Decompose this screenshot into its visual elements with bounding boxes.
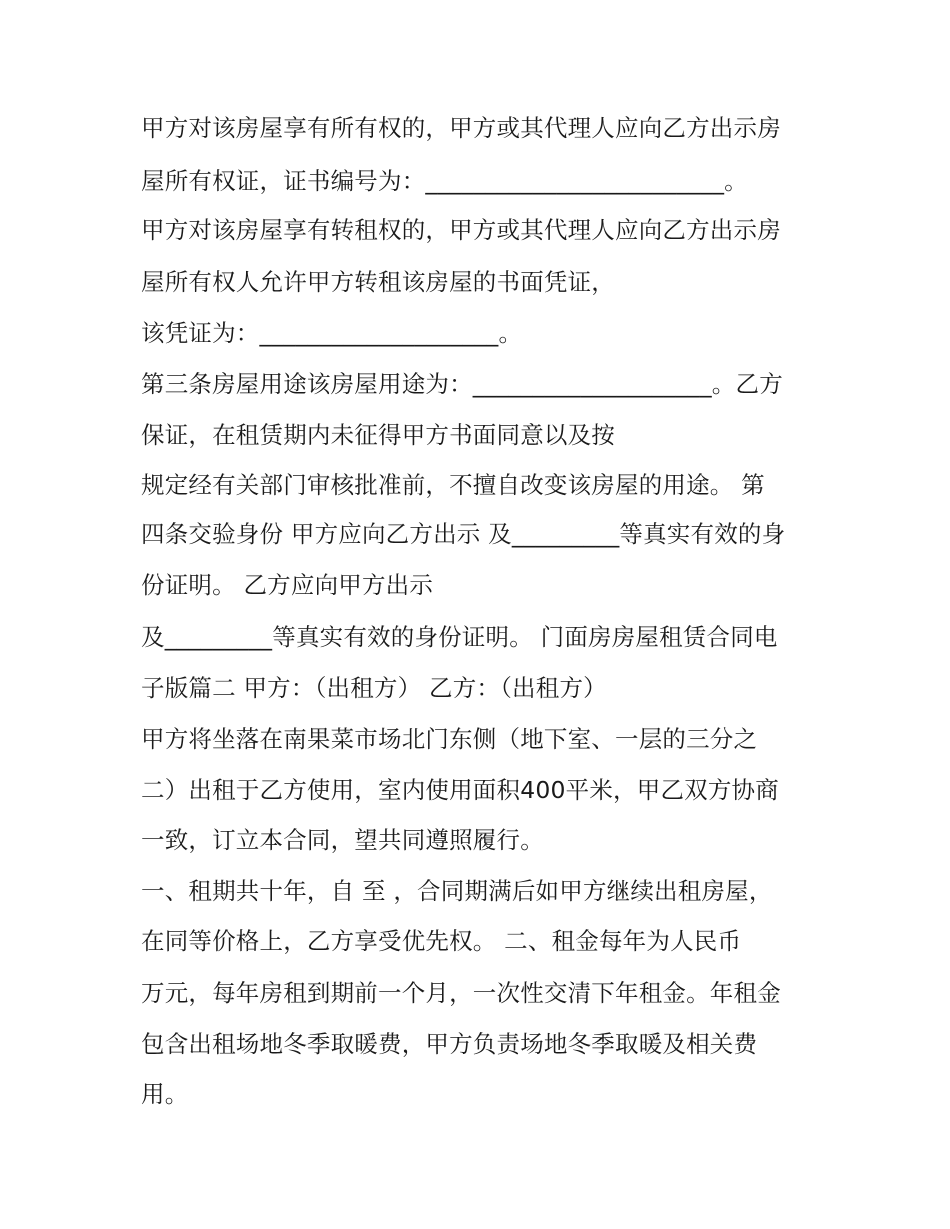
text-line: 规定经有关部门审核批准前，不擅自改变该房屋的用途。 第 xyxy=(141,471,765,499)
text-line: 二）出租于乙方使用，室内使用面积400平米，甲乙双方协商 xyxy=(141,776,779,804)
text-line: 一、租期共十年，自 至 ，合同期满后如甲方继续出租房屋， xyxy=(141,877,773,905)
text-line: 甲方对该房屋享有所有权的，甲方或其代理人应向乙方出示房 xyxy=(141,114,781,142)
text-line: 用。 xyxy=(141,1080,189,1108)
text-line: 保证，在租赁期内未征得甲方书面同意以及按 xyxy=(141,421,615,449)
text-line: 在同等价格上，乙方享受优先权。 二、租金每年为人民币 xyxy=(141,927,742,955)
text-line: 屋所有权人允许甲方转租该房屋的书面凭证， xyxy=(141,268,615,296)
text-line: 子版篇二 甲方：（出租方） 乙方：（出租方） xyxy=(141,674,607,702)
text-line: 第三条房屋用途该房屋用途为：____________________。乙方 xyxy=(141,370,783,398)
text-line: 该凭证为：____________________。 xyxy=(141,319,523,347)
text-line: 包含出租场地冬季取暖费，甲方负责场地冬季取暖及相关费 xyxy=(141,1030,758,1058)
text-line: 屋所有权证，证书编号为：_________________________。 xyxy=(141,167,748,195)
text-line: 一致，订立本合同，望共同遵照履行。 xyxy=(141,826,544,854)
text-line: 甲方对该房屋享有转租权的，甲方或其代理人应向乙方出示房 xyxy=(141,216,781,244)
text-line: 万元，每年房租到期前一个月，一次性交清下年租金。年租金 xyxy=(141,979,781,1007)
text-line: 及_________等真实有效的身份证明。 门面房房屋租赁合同电 xyxy=(141,623,778,651)
text-line: 甲方将坐落在南果菜市场北门东侧（地下室、一层的三分之 xyxy=(141,725,758,753)
text-line: 份证明。 乙方应向甲方出示 xyxy=(141,571,434,599)
text-line: 四条交验身份 甲方应向乙方出示 及_________等真实有效的身 xyxy=(141,520,786,548)
